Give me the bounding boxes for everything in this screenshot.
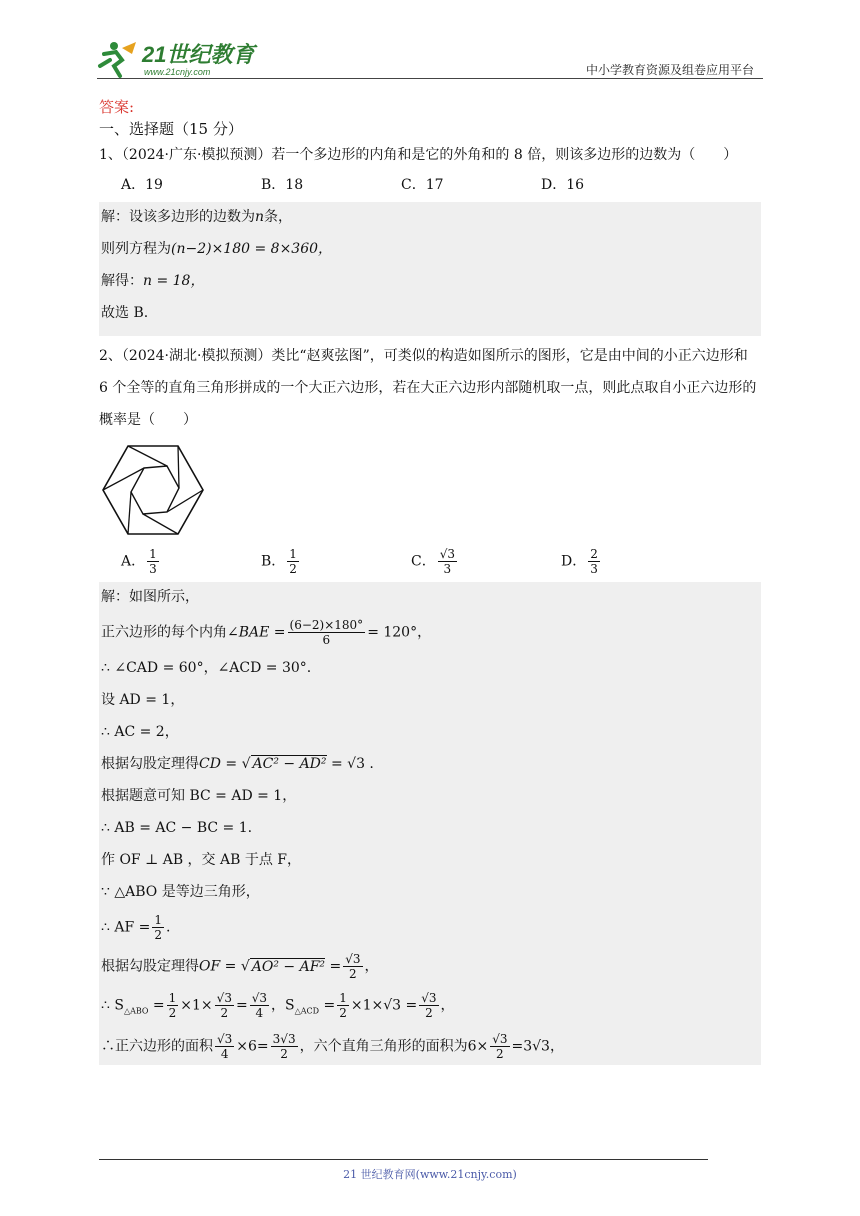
question-2-solution — [99, 582, 761, 1065]
solution-line: 作 OF ⊥ AB ，交 AB 于点 F， — [101, 852, 302, 868]
solution-line: 则列方程为(n−2)×180 = 8×360， — [101, 241, 333, 257]
footer-divider — [99, 1159, 708, 1160]
solution-line: ∴ $S_{\triangle ABO}$ = $\frac{1}{2}$ ×1× $\frac{√3}{2}$ = $\frac{√3}{4}$ ，$S_{\triangle ACD}$ = $\frac{1}{2}$ ×1×√3 = $\frac{√3}{2}$ ， — [101, 991, 455, 1020]
footer-text[interactable]: 21 世纪教育网(www.21cnjy.com) — [343, 1168, 517, 1181]
solution-line: ∴ AC = 2， — [101, 724, 179, 740]
solution-line: 根据勾股定理得OF = √ AO² − AF² = $\frac{√3}{2}$ ， — [101, 952, 379, 981]
solution-line: 解得：n = 18， — [101, 273, 205, 289]
solution-line: 设 AD = 1， — [101, 692, 185, 708]
solution-line: ∴正六边形的面积 $\frac{√3}{4}$ ×6= $\frac{3√3}{2}$ ，六个直角三角形的面积为6× $\frac{√3}{2}$ =3√3， — [101, 1032, 564, 1062]
solution-line: 根据题意可知 BC = AD = 1， — [101, 788, 297, 804]
solution-line: 解：如图所示， — [101, 589, 199, 605]
logo-url-text: www.21cnjy.com — [144, 67, 211, 77]
question-1-text: 1、（2024·广东·模拟预测）若一个多边形的内角和是它的外角和的 8 倍，则该多边形的边数为（ ） — [99, 147, 738, 163]
option-c: C．17 — [401, 177, 444, 193]
solution-line: ∴ AF = $\frac{1}{2}$ . — [101, 913, 171, 942]
option-a: A． $\frac{1}{3}$ — [121, 547, 157, 576]
solution-line: 根据勾股定理得CD = √ AC² − AD² = √3 . — [101, 756, 374, 772]
question-2-text: 2、（2024·湖北·模拟预测）类比“赵爽弦图”，可类似的构造如图所示的图形，它是由中间的小正六边形和 6 个全等的直角三角形拼成的一个大正六边形，若在大正六边形内部随机取一点，则此点取自小正六边形的概率是（ ） — [99, 348, 757, 428]
question-2-options — [121, 547, 761, 576]
option-d: D．16 — [541, 177, 585, 193]
solution-line: 故选 B. — [101, 305, 149, 321]
section-title: 一、选择题（15 分） — [99, 120, 243, 138]
runner-logo-icon — [100, 42, 136, 76]
option-b: B． $\frac{1}{2}$ — [261, 547, 297, 576]
solution-line: ∴ AB = AC − BC = 1. — [101, 820, 253, 836]
solution-line: ∵ △ABO 是等边三角形， — [101, 884, 260, 900]
option-a: A．19 — [121, 177, 163, 193]
option-c: C． $\frac{√3}{3}$ — [411, 547, 455, 576]
site-logo — [92, 36, 262, 80]
logo-main-text: 21世纪教育 — [142, 42, 255, 67]
answer-label: 答案: — [99, 98, 135, 116]
hexagon-figure — [101, 444, 205, 536]
solution-line: 解：设该多边形的边数为n条， — [101, 209, 293, 225]
option-b: B．18 — [261, 177, 304, 193]
option-d: D． $\frac{2}{3}$ — [561, 547, 598, 576]
question-1-options — [121, 174, 761, 196]
header-platform-text: 中小学教育资源及组卷应用平台 — [585, 63, 754, 77]
solution-line: ∴ ∠CAD = 60°，∠ACD = 30°. — [101, 660, 312, 676]
page-content — [99, 96, 761, 1065]
question-1-solution — [99, 202, 761, 336]
solution-line: 正六边形的每个内角∠BAE = $\frac{(6-2)\times 180^\circ}{6}$ = 120°， — [101, 618, 432, 647]
header-divider — [97, 78, 763, 79]
